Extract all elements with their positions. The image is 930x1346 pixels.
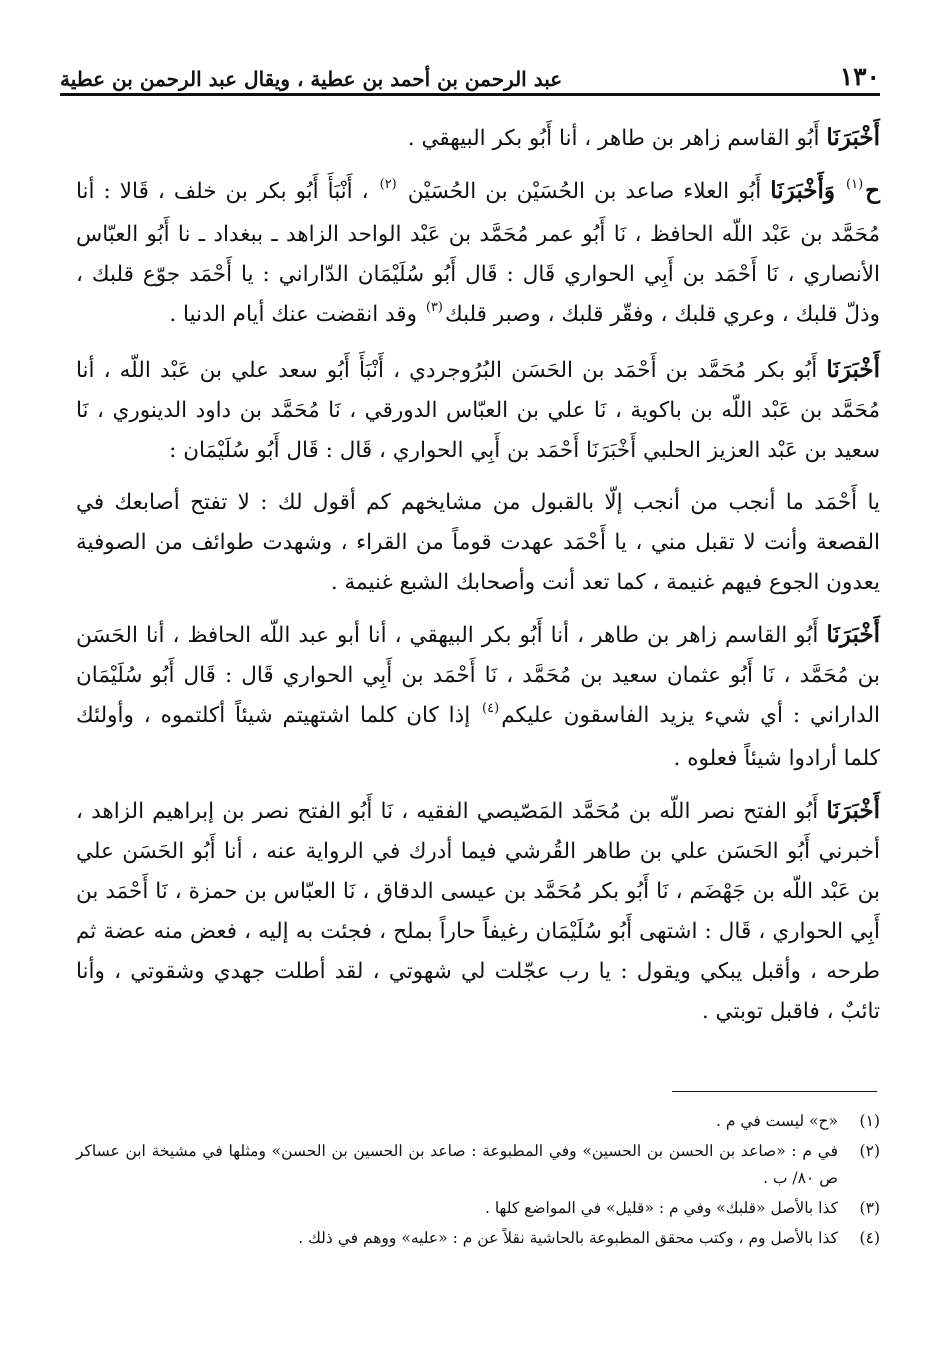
isnad-keyword: أَخْبَرَنَا	[826, 621, 880, 648]
footnote-number: (٤)	[859, 1229, 880, 1247]
footnote-1	[76, 1108, 880, 1135]
footnote-3	[76, 1195, 880, 1222]
footnote-separator	[672, 1091, 877, 1092]
footnotes	[76, 1108, 880, 1255]
running-title: عبد الرحمن بن أحمد بن عطية ، ويقال عبد الرحمن بن عطية	[60, 67, 563, 91]
paragraph-text: أَبُو العلاء صاعد بن الحُسَيْن بن الحُسَيْن	[398, 179, 771, 204]
isnad-keyword: أَخْبَرَنَا	[826, 124, 880, 151]
paragraph-3	[76, 350, 880, 471]
footnote-text: «ح» ليست في م .	[716, 1112, 838, 1130]
footnote-ref-1[interactable]: (١)	[846, 177, 864, 192]
paragraph-1	[76, 118, 880, 159]
paragraph-text: ، أَنْبَأَ أَبُو بكر بن خلف ، قَالا : أنا مُحَمَّد بن عَبْد اللّه الحافظ ، نَا أَبُو عمر مُحَمَّد بن عَبْد الواحد الزاهد ـ ببغداد ـ نا أَبُو العبّاس الأنصاري ، نَا أَحْمَد بن أَبِي الحواري قَال : قَال أَبُو سُلَيْمَان الدّاراني : يا أَحْمَد جوّع قلبك ، وذلّ قلبك ، وعري قلبك ، وفقّر قلبك ، وصبر قلبك	[76, 179, 880, 327]
paragraph-text: أَبُو القاسم زاهر بن طاهر ، أنا أَبُو بكر البيهقي .	[407, 126, 827, 151]
footnote-ref-3[interactable]: (٣)	[425, 300, 443, 315]
paragraph-text: أَبُو القاسم زاهر بن طاهر ، أنا أَبُو بكر البيهقي ، أنا أبو عبد اللّه الحافظ ، أنا الحَسَن بن مُحَمَّد ، نَا أَبُو عثمان سعيد بن مُحَمَّد ، نَا أَحْمَد بن أَبِي الحواري قَال : قَال أَبُو سُلَيْمَان الداراني : أي شيء يزيد الفاسقون عليكم	[76, 623, 880, 728]
footnote-ref-2[interactable]: (٢)	[379, 177, 397, 192]
paragraph-4	[76, 483, 880, 603]
isnad-keyword: أَخْبَرَنَا	[826, 356, 880, 383]
paragraph-2	[76, 171, 880, 338]
paragraph-text: وقد انقضت عنك أيام الدنيا .	[169, 302, 424, 327]
main-text	[76, 118, 880, 1044]
paragraph-text: إذا كان كلما اشتهيتم شيئاً أكلتموه ، وأولئك كلما أرادوا شيئاً فعلوه .	[76, 703, 880, 771]
footnote-text: في م : «صاعد بن الحسن بن الحسين» وفي المطبوعة : صاعد بن الحسين بن الحسن» ومثلها في مشيخة ابن عساكر ص ٨٠/ ب .	[76, 1142, 838, 1187]
isnad-keyword: وَأَخْبَرَنَا	[770, 177, 835, 204]
footnote-number: (١)	[859, 1112, 880, 1130]
footnote-ref-4[interactable]: (٤)	[482, 701, 500, 716]
paragraph-text: يا أَحْمَد ما أنجب من أنجب إلّا بالقبول من مشايخهم كم أقول لك : لا تفتح أصابعك في القصعة وأنت لا تقبل مني ، يا أَحْمَد عهدت قوماً من القراء ، وشهدت طوائف من الصوفية يعدون الجوع فيهم غنيمة ، كما تعد أنت وأصحابك الشبع غنيمة .	[76, 490, 880, 595]
footnote-2	[76, 1138, 880, 1192]
paragraph-5	[76, 615, 880, 779]
page-header	[60, 56, 880, 96]
footnote-number: (٣)	[859, 1199, 880, 1217]
footnote-4	[76, 1225, 880, 1252]
footnote-text: كذا بالأصل «قلبك» وفي م : «قليل» في المواضع كلها .	[484, 1199, 838, 1217]
isnad-keyword: أَخْبَرَنَا	[826, 797, 880, 824]
paragraph-6	[76, 791, 880, 1032]
tahwil-marker: ح	[865, 177, 880, 204]
footnote-text: كذا بالأصل وم ، وكتب محقق المطبوعة بالحاشية نقلاً عن م : «عليه» ووهم في ذلك .	[298, 1229, 838, 1247]
footnote-number: (٢)	[859, 1142, 880, 1160]
paragraph-text: أَبُو الفتح نصر اللّه بن مُحَمَّد المَصّيصي الفقيه ، نَا أَبُو الفتح نصر بن إبراهيم الزاهد ، أخبرني أَبُو الحَسَن علي بن طاهر القُرشي فيما أدرك في الرواية عنه ، أنا أَبُو الحَسَن علي بن عَبْد اللّه بن جَهْضَم ، نَا أَبُو بكر مُحَمَّد بن عيسى الدقاق ، نَا العبّاس بن حمزة ، نَا أَحْمَد بن أَبِي الحواري ، قَال : اشتهى أَبُو سُلَيْمَان رغيفاً حاراً بملح ، فجئت به إليه ، فعض منه عضة ثم طرحه ، وأقبل يبكي ويقول : يا رب عجّلت لي شهوتي ، لقد أطلت جهدي وشقوتي ، وأنا تائبٌ ، فاقبل توبتي .	[76, 799, 880, 1024]
page-number: ١٣٠	[839, 62, 880, 91]
paragraph-text: أَبُو بكر مُحَمَّد بن أَحْمَد بن الحَسَن البُرُوجردي ، أَنْبَأَ أَبُو سعد علي بن عَبْد اللّه ، أنا مُحَمَّد بن عَبْد اللّه بن باكوية ، نَا علي بن العبّاس الدورقي ، نَا مُحَمَّد بن داود الدينوري ، نَا سعيد بن عَبْد العزيز الحلبي أَخْبَرَنَا أَحْمَد بن أَبِي الحواري ، قَال : قَال أَبُو سُلَيْمَان :	[76, 358, 880, 463]
